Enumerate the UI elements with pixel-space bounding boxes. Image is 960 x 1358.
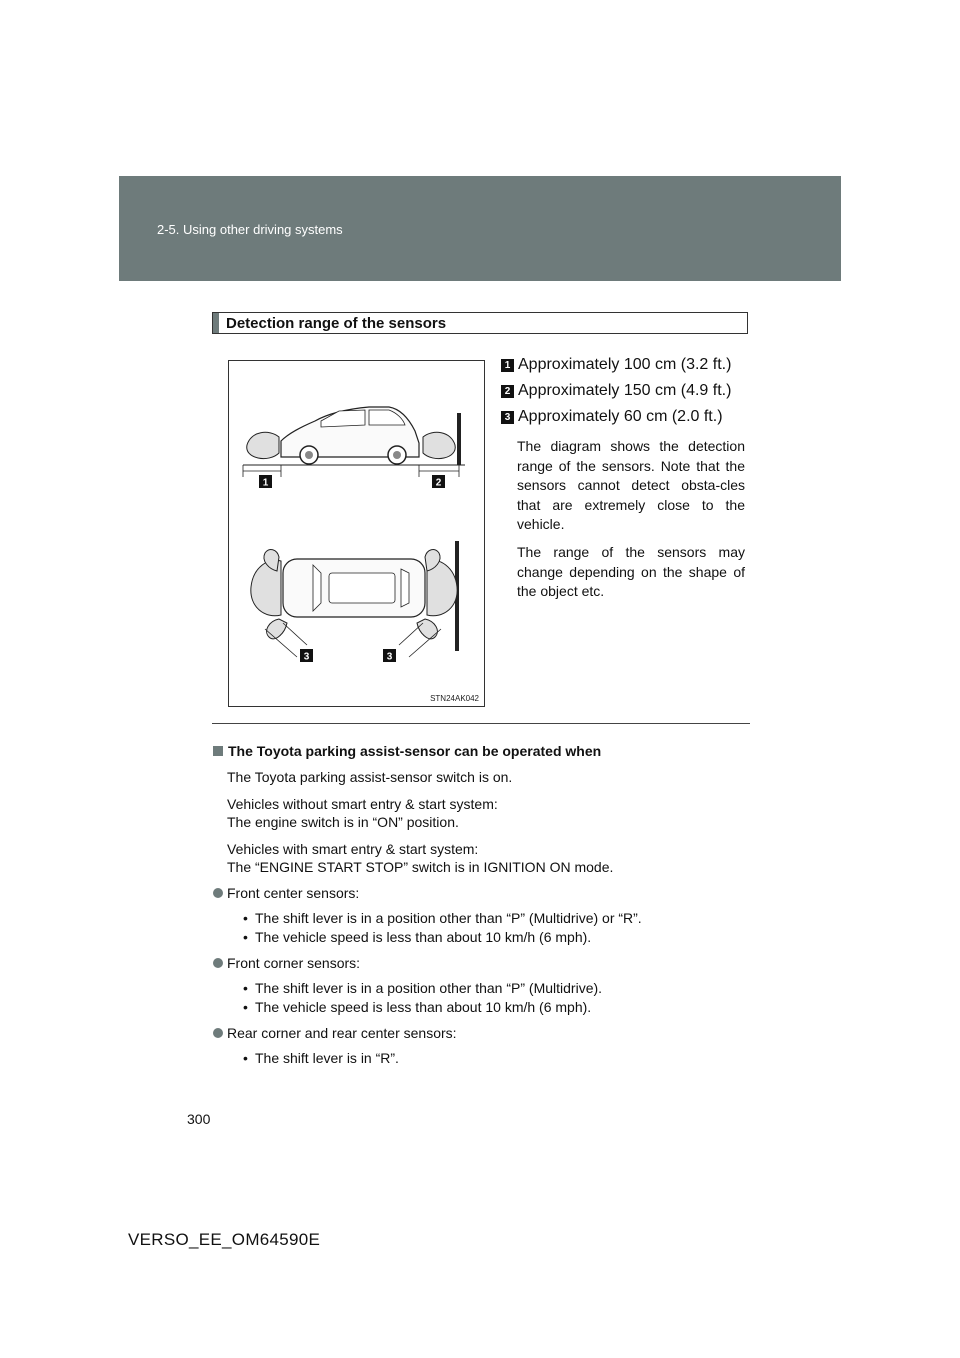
front-detection-lobe <box>247 432 279 458</box>
legend-text: Approximately 60 cm (2.0 ft.) <box>518 408 723 425</box>
condition-text: The engine switch is in “ON” position. <box>227 814 459 830</box>
front-center-sensors-item <box>213 885 753 901</box>
heading-text: The Toyota parking assist-sensor can be operated when <box>228 743 602 759</box>
condition-label: Vehicles with smart entry & start system: <box>227 841 479 857</box>
list-item: • The vehicle speed is less than about 10 km/h (6 mph). <box>255 928 753 947</box>
condition-switch: The Toyota parking assist-sensor switch is on. <box>227 769 513 785</box>
rear-detection-lobe <box>423 432 455 458</box>
legend-number-2: 2 <box>501 385 514 398</box>
operation-conditions <box>213 743 753 1077</box>
sensor-range-diagram <box>228 360 485 707</box>
diagram-description: The diagram shows the detection range of the sensors. Note that the sensors cannot detect obsta-cles that are extremely close to the vehicle. <box>517 438 745 532</box>
car-top-roof <box>329 573 395 603</box>
diagram-drawing <box>229 361 484 706</box>
front-right-corner-lobe <box>267 619 287 639</box>
document-code: VERSO_EE_OM64590E <box>128 1230 321 1249</box>
rear-right-corner-lobe <box>417 619 437 639</box>
bullet-text: Front corner sensors: <box>227 955 361 971</box>
list-item: • The vehicle speed is less than about 10 km/h (6 mph). <box>255 998 753 1017</box>
rear-conditions <box>213 1049 753 1068</box>
legend-item <box>501 378 751 404</box>
legend-item <box>501 404 751 430</box>
page-number: 300 <box>187 1111 211 1127</box>
rear-sensors-item <box>213 1025 753 1041</box>
condition-label: Vehicles without smart entry & start system: <box>227 796 498 812</box>
section-divider <box>212 723 750 724</box>
section-title-box <box>212 312 748 334</box>
condition-without-smart-entry <box>227 795 753 831</box>
circle-bullet-icon <box>213 1028 223 1038</box>
front-corner-conditions <box>213 979 753 1016</box>
range-note: The range of the sensors may change depending on the shape of the object etc. <box>517 544 745 599</box>
svg-text:1: 1 <box>262 477 269 489</box>
list-item: • The shift lever is in “R”. <box>255 1049 753 1068</box>
car-front-hub <box>305 451 313 459</box>
figure-code: STN24AK042 <box>430 694 479 703</box>
legend-item <box>501 352 751 378</box>
bullet-text: Rear corner and rear center sensors: <box>227 1025 457 1041</box>
section-breadcrumb: 2-5. Using other driving systems <box>157 222 343 237</box>
legend-text: Approximately 150 cm (4.9 ft.) <box>518 382 732 399</box>
legend-number-3: 3 <box>501 411 514 424</box>
car-side-window-front <box>321 410 365 427</box>
square-bullet-icon <box>213 746 223 756</box>
front-center-conditions <box>213 909 753 946</box>
bullet-text: Front center sensors: <box>227 885 360 901</box>
condition-text: The “ENGINE START STOP” switch is in IGNITION ON mode. <box>227 859 614 875</box>
legend-number-1: 1 <box>501 359 514 372</box>
car-top-rear-window <box>401 569 409 607</box>
car-top-windshield <box>313 565 321 611</box>
car-rear-hub <box>393 451 401 459</box>
list-item: • The shift lever is in a position other than “P” (Multidrive) or “R”. <box>255 909 753 928</box>
legend-text: Approximately 100 cm (3.2 ft.) <box>518 356 732 373</box>
svg-text:2: 2 <box>435 477 442 489</box>
circle-bullet-icon <box>213 958 223 968</box>
front-corner-sensors-item <box>213 955 753 971</box>
list-item: • The shift lever is in a position other than “P” (Multidrive). <box>255 979 753 998</box>
section-title: Detection range of the sensors <box>226 314 447 332</box>
legend-list <box>501 352 751 430</box>
circle-bullet-icon <box>213 888 223 898</box>
svg-text:3: 3 <box>386 651 393 663</box>
condition-with-smart-entry <box>227 840 753 876</box>
svg-text:3: 3 <box>303 651 310 663</box>
header-bar <box>119 176 841 281</box>
conditions-heading <box>213 743 753 759</box>
